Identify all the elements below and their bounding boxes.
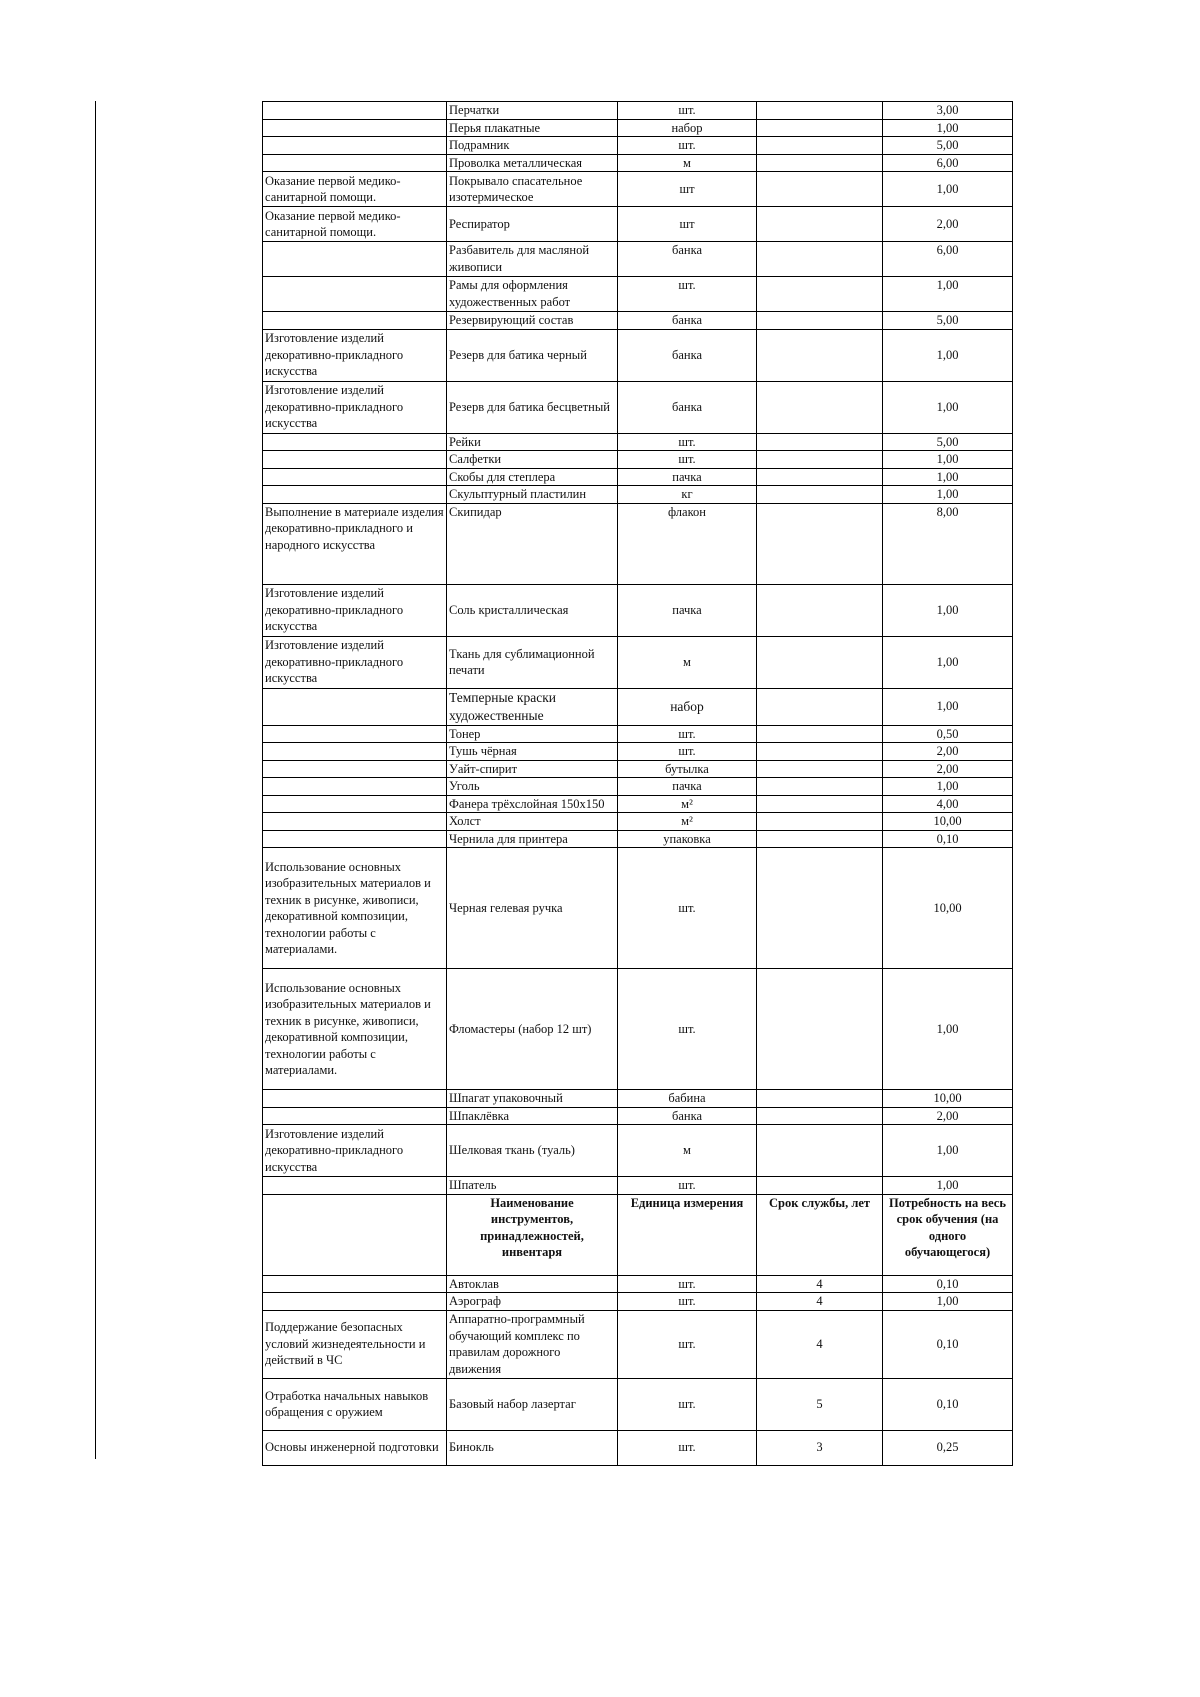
cell-purpose: Отработка начальных навыков обращения с оружием — [263, 1378, 447, 1430]
cell-qty: 0,50 — [883, 725, 1013, 743]
table-row — [263, 277, 1013, 312]
cell-item: Скульптурный пластилин — [447, 486, 618, 504]
cell-unit: бутылка — [618, 760, 757, 778]
cell-purpose — [263, 119, 447, 137]
cell-qty: 0,25 — [883, 1430, 1013, 1465]
cell-purpose — [263, 1194, 447, 1275]
cell-life — [757, 242, 883, 277]
cell-purpose — [263, 760, 447, 778]
cell-qty: 1,00 — [883, 778, 1013, 796]
cell-item: Рейки — [447, 433, 618, 451]
cell-unit: шт. — [618, 725, 757, 743]
table-row — [263, 119, 1013, 137]
cell-item: Рамы для оформления художественных работ — [447, 277, 618, 312]
cell-qty: 0,10 — [883, 1378, 1013, 1430]
table-row — [263, 1430, 1013, 1465]
cell-unit: шт. — [618, 848, 757, 969]
cell-purpose — [263, 1107, 447, 1125]
cell-life — [757, 1107, 883, 1125]
cell-life — [757, 688, 883, 725]
table-body — [263, 102, 1013, 1466]
cell-item: Скипидар — [447, 503, 618, 584]
cell-purpose — [263, 102, 447, 120]
cell-unit: м² — [618, 813, 757, 831]
cell-life — [757, 172, 883, 207]
cell-purpose — [263, 277, 447, 312]
table-row — [263, 725, 1013, 743]
cell-unit: кг — [618, 486, 757, 504]
cell-item: Перчатки — [447, 102, 618, 120]
cell-item: Шпаклёвка — [447, 1107, 618, 1125]
cell-life — [757, 312, 883, 330]
cell-item: Аппаратно-программный обучающий комплекс по правилам дорожного движения — [447, 1310, 618, 1378]
cell-purpose: Выполнение в материале изделия декоративно-прикладного и народного искусства — [263, 503, 447, 584]
table-row — [263, 172, 1013, 207]
cell-qty: 1,00 — [883, 1177, 1013, 1195]
cell-life — [757, 503, 883, 584]
cell-unit: пачка — [618, 584, 757, 636]
cell-qty: 1,00 — [883, 381, 1013, 433]
cell-unit: м — [618, 1125, 757, 1177]
table-row — [263, 1310, 1013, 1378]
cell-item: Чернила для принтера — [447, 830, 618, 848]
cell-purpose — [263, 242, 447, 277]
cell-purpose: Изготовление изделий декоративно-прикладного искусства — [263, 636, 447, 688]
cell-unit: банка — [618, 312, 757, 330]
cell-unit: шт. — [618, 1177, 757, 1195]
cell-life — [757, 329, 883, 381]
table-row — [263, 778, 1013, 796]
cell-purpose — [263, 1275, 447, 1293]
cell-qty: 1,00 — [883, 468, 1013, 486]
cell-purpose — [263, 778, 447, 796]
cell-item: Покрывало спасательное изотермическое — [447, 172, 618, 207]
cell-item: Разбавитель для масляной живописи — [447, 242, 618, 277]
table-row — [263, 381, 1013, 433]
cell-item: Черная гелевая ручка — [447, 848, 618, 969]
cell-item: Шелковая ткань (туаль) — [447, 1125, 618, 1177]
cell-qty: 2,00 — [883, 760, 1013, 778]
table-row — [263, 760, 1013, 778]
table-row — [263, 1090, 1013, 1108]
cell-qty: 2,00 — [883, 207, 1013, 242]
cell-item: Шпатель — [447, 1177, 618, 1195]
cell-qty: 10,00 — [883, 813, 1013, 831]
cell-purpose — [263, 451, 447, 469]
table-row — [263, 154, 1013, 172]
cell-purpose — [263, 830, 447, 848]
cell-life — [757, 102, 883, 120]
cell-unit: шт. — [618, 1378, 757, 1430]
cell-unit: банка — [618, 1107, 757, 1125]
cell-unit: Единица измерения — [618, 1194, 757, 1275]
cell-qty: 1,00 — [883, 636, 1013, 688]
cell-life: Срок службы, лет — [757, 1194, 883, 1275]
cell-item: Тушь чёрная — [447, 743, 618, 761]
cell-item: Автоклав — [447, 1275, 618, 1293]
cell-unit: шт. — [618, 1275, 757, 1293]
cell-item: Базовый набор лазертаг — [447, 1378, 618, 1430]
cell-item: Проволка металлическая — [447, 154, 618, 172]
cell-life: 3 — [757, 1430, 883, 1465]
cell-unit: м² — [618, 795, 757, 813]
cell-unit: банка — [618, 381, 757, 433]
cell-life — [757, 969, 883, 1090]
cell-life — [757, 433, 883, 451]
cell-qty: 8,00 — [883, 503, 1013, 584]
table-row — [263, 1378, 1013, 1430]
cell-purpose: Изготовление изделий декоративно-прикладного искусства — [263, 381, 447, 433]
cell-unit: шт. — [618, 1310, 757, 1378]
cell-qty: 2,00 — [883, 743, 1013, 761]
cell-qty: 6,00 — [883, 242, 1013, 277]
cell-qty: 1,00 — [883, 172, 1013, 207]
cell-unit: набор — [618, 688, 757, 725]
cell-life — [757, 1125, 883, 1177]
cell-life — [757, 830, 883, 848]
cell-unit: м — [618, 636, 757, 688]
cell-unit: пачка — [618, 468, 757, 486]
table-row — [263, 486, 1013, 504]
cell-qty: 1,00 — [883, 584, 1013, 636]
cell-item: Наименование инструментов, принадлежностей, инвентаря — [447, 1194, 618, 1275]
cell-unit: банка — [618, 242, 757, 277]
cell-purpose — [263, 795, 447, 813]
cell-life — [757, 725, 883, 743]
cell-qty: 1,00 — [883, 451, 1013, 469]
cell-life — [757, 636, 883, 688]
cell-qty: 1,00 — [883, 1125, 1013, 1177]
cell-item: Салфетки — [447, 451, 618, 469]
table-row — [263, 830, 1013, 848]
cell-purpose — [263, 813, 447, 831]
cell-item: Подрамник — [447, 137, 618, 155]
table-header-row — [263, 1194, 1013, 1275]
cell-purpose: Использование основных изобразительных материалов и техник в рисунке, живописи, декоративной композиции, технологии работы с материалами. — [263, 848, 447, 969]
cell-item: Респиратор — [447, 207, 618, 242]
cell-item: Уголь — [447, 778, 618, 796]
cell-qty: 6,00 — [883, 154, 1013, 172]
cell-item: Холст — [447, 813, 618, 831]
cell-qty: 1,00 — [883, 688, 1013, 725]
table-row — [263, 137, 1013, 155]
cell-qty: 5,00 — [883, 312, 1013, 330]
cell-life — [757, 848, 883, 969]
cell-qty: 1,00 — [883, 969, 1013, 1090]
table-row — [263, 1275, 1013, 1293]
cell-life — [757, 795, 883, 813]
cell-qty: 1,00 — [883, 119, 1013, 137]
table-row — [263, 636, 1013, 688]
cell-life — [757, 137, 883, 155]
table-row — [263, 329, 1013, 381]
cell-qty: 1,00 — [883, 1293, 1013, 1311]
cell-purpose — [263, 137, 447, 155]
cell-unit: шт. — [618, 1430, 757, 1465]
cell-unit: набор — [618, 119, 757, 137]
cell-item: Резерв для батика бесцветный — [447, 381, 618, 433]
cell-purpose: Изготовление изделий декоративно-прикладного искусства — [263, 1125, 447, 1177]
cell-qty: 10,00 — [883, 1090, 1013, 1108]
cell-life — [757, 381, 883, 433]
cell-life — [757, 451, 883, 469]
cell-purpose: Оказание первой медико-санитарной помощи. — [263, 172, 447, 207]
table-row — [263, 207, 1013, 242]
cell-item: Ткань для сублимационной печати — [447, 636, 618, 688]
table-row — [263, 795, 1013, 813]
cell-qty: 1,00 — [883, 329, 1013, 381]
cell-life — [757, 584, 883, 636]
margin-line — [95, 101, 96, 1459]
cell-qty: 0,10 — [883, 1310, 1013, 1378]
cell-purpose — [263, 468, 447, 486]
table-row — [263, 1293, 1013, 1311]
table-row — [263, 433, 1013, 451]
table-row — [263, 1107, 1013, 1125]
cell-qty: Потребность на весь срок обучения (на одного обучающегося) — [883, 1194, 1013, 1275]
cell-purpose: Оказание первой медико-санитарной помощи. — [263, 207, 447, 242]
cell-life — [757, 277, 883, 312]
cell-purpose — [263, 312, 447, 330]
cell-qty: 2,00 — [883, 1107, 1013, 1125]
table-row — [263, 242, 1013, 277]
table-row — [263, 1177, 1013, 1195]
cell-qty: 1,00 — [883, 486, 1013, 504]
cell-life — [757, 119, 883, 137]
cell-purpose — [263, 1293, 447, 1311]
cell-item: Аэрограф — [447, 1293, 618, 1311]
cell-item: Фанера трёхслойная 150x150 — [447, 795, 618, 813]
cell-unit: шт. — [618, 102, 757, 120]
cell-item: Скобы для степлера — [447, 468, 618, 486]
cell-unit: шт. — [618, 743, 757, 761]
cell-qty: 5,00 — [883, 433, 1013, 451]
cell-unit: шт. — [618, 451, 757, 469]
table-row — [263, 503, 1013, 584]
cell-unit: упаковка — [618, 830, 757, 848]
cell-unit: пачка — [618, 778, 757, 796]
cell-unit: флакон — [618, 503, 757, 584]
cell-unit: шт. — [618, 277, 757, 312]
cell-purpose — [263, 1177, 447, 1195]
cell-unit: шт. — [618, 433, 757, 451]
table-row — [263, 969, 1013, 1090]
cell-qty: 3,00 — [883, 102, 1013, 120]
table-row — [263, 584, 1013, 636]
cell-purpose — [263, 154, 447, 172]
cell-unit: шт — [618, 207, 757, 242]
table-row — [263, 688, 1013, 725]
cell-purpose: Изготовление изделий декоративно-прикладного искусства — [263, 584, 447, 636]
cell-item: Уайт-спирит — [447, 760, 618, 778]
cell-item: Фломастеры (набор 12 шт) — [447, 969, 618, 1090]
cell-purpose: Поддержание безопасных условий жизнедеятельности и действий в ЧС — [263, 1310, 447, 1378]
table-row — [263, 743, 1013, 761]
cell-purpose: Основы инженерной подготовки — [263, 1430, 447, 1465]
table-row — [263, 451, 1013, 469]
cell-item: Перья плакатные — [447, 119, 618, 137]
cell-unit: м — [618, 154, 757, 172]
cell-qty: 0,10 — [883, 830, 1013, 848]
cell-life: 5 — [757, 1378, 883, 1430]
cell-purpose — [263, 743, 447, 761]
cell-qty: 0,10 — [883, 1275, 1013, 1293]
cell-unit: бабина — [618, 1090, 757, 1108]
cell-life — [757, 468, 883, 486]
table-row — [263, 848, 1013, 969]
table-row — [263, 813, 1013, 831]
cell-life — [757, 207, 883, 242]
cell-qty: 4,00 — [883, 795, 1013, 813]
cell-unit: шт — [618, 172, 757, 207]
cell-purpose — [263, 725, 447, 743]
cell-unit: шт. — [618, 137, 757, 155]
cell-life: 4 — [757, 1275, 883, 1293]
cell-item: Резервирующий состав — [447, 312, 618, 330]
cell-life — [757, 154, 883, 172]
cell-life — [757, 778, 883, 796]
table-row — [263, 312, 1013, 330]
cell-qty: 5,00 — [883, 137, 1013, 155]
cell-unit: шт. — [618, 969, 757, 1090]
cell-item: Темперные краски художественные — [447, 688, 618, 725]
table-row — [263, 102, 1013, 120]
cell-item: Бинокль — [447, 1430, 618, 1465]
cell-life — [757, 1177, 883, 1195]
cell-item: Соль кристаллическая — [447, 584, 618, 636]
cell-unit: шт. — [618, 1293, 757, 1311]
cell-purpose — [263, 1090, 447, 1108]
cell-qty: 1,00 — [883, 277, 1013, 312]
cell-item: Резерв для батика черный — [447, 329, 618, 381]
table-row — [263, 468, 1013, 486]
cell-item: Тонер — [447, 725, 618, 743]
cell-life: 4 — [757, 1293, 883, 1311]
cell-purpose: Использование основных изобразительных материалов и техник в рисунке, живописи, декоративной композиции, технологии работы с материалами. — [263, 969, 447, 1090]
equipment-table — [262, 101, 1013, 1466]
cell-purpose — [263, 688, 447, 725]
cell-life — [757, 486, 883, 504]
table-row — [263, 1125, 1013, 1177]
cell-unit: банка — [618, 329, 757, 381]
cell-life — [757, 760, 883, 778]
cell-purpose — [263, 433, 447, 451]
cell-life — [757, 813, 883, 831]
cell-item: Шпагат упаковочный — [447, 1090, 618, 1108]
cell-qty: 10,00 — [883, 848, 1013, 969]
cell-purpose: Изготовление изделий декоративно-прикладного искусства — [263, 329, 447, 381]
cell-life — [757, 743, 883, 761]
cell-life: 4 — [757, 1310, 883, 1378]
cell-purpose — [263, 486, 447, 504]
cell-life — [757, 1090, 883, 1108]
